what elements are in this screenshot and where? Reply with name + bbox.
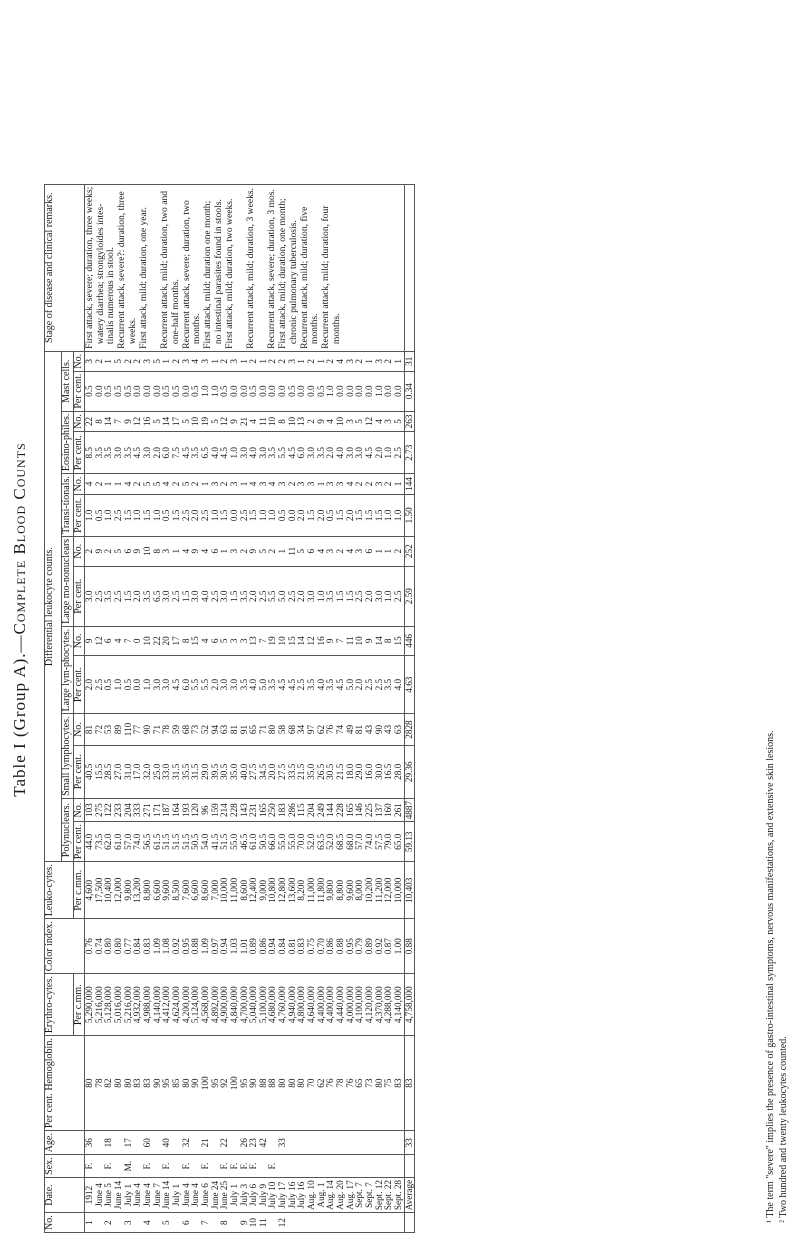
- header-poly-no: No.: [73, 798, 85, 821]
- col-eo-no: 22 8 14 7 9 12 16 5 14 17 5 10 19 5 12 9 21 4 11 10 8 10 13 2 9 4 10 3 5 12 4 3 5: [85, 411, 405, 432]
- average-eo-no: 263: [404, 411, 415, 432]
- header-hemoglobin: Per cent. Hemoglobin.: [45, 1036, 85, 1131]
- col-no: 1 2 3 4 5 6 7 8 9 10 11 12: [85, 1213, 405, 1233]
- header-small-lymphocytes: Small lymphocytes.: [62, 714, 74, 798]
- header-age: Age.: [45, 1131, 85, 1155]
- header-tr-no: No.: [73, 474, 85, 495]
- average-no: [404, 1213, 415, 1233]
- col-poly-no: 103 275 122 233 204 333 271 171 187 164 193 120 96 159 214 228 143 231 165 250 183 286 115 204 249 144 228 165 146 225 137 160 261: [85, 798, 405, 821]
- average-label: Average: [404, 1177, 415, 1212]
- header-mast-cells: Mast cells.: [62, 351, 74, 411]
- blood-count-table: [44, 184, 415, 1233]
- header-transitionals: Transi-tionals.: [62, 474, 74, 537]
- header-stage: Stage of disease and clinical remarks.: [45, 184, 85, 351]
- header-differential: Differential leukocyte counts.: [45, 351, 62, 861]
- header-eo-no: No.: [73, 411, 85, 432]
- header-mast-no: No.: [73, 351, 85, 371]
- header-eo-pct: Per cent.: [73, 432, 85, 474]
- col-color-index: 0.76 0.74 0.80 0.80 0.77 0.84 0.83 1.09 1.08 0.92 0.95 0.88 1.09 0.97 0.94 1.03 1.01 0.89 0.86 0.94 0.84 0.81 0.83 0.75 0.70 0.86 0.88 0.95 0.79 0.89 0.92 0.87 1.00: [85, 919, 405, 974]
- average-color-index: 0.88: [404, 919, 415, 974]
- header-lm-pct: Per cent.: [73, 566, 85, 626]
- col-small-pct: 40.5 15.5 28.5 27.0 31.0 17.0 32.0 25.0 33.0 31.5 35.5 31.5 29.0 39.5 30.5 35.0 40.0 27.5 34.5 20.0 27.5 33.5 21.5 35.0 26.5 30.5 21.5 18.0 29.0 16.0 30.0 16.5 28.0: [85, 745, 405, 798]
- header-ll-no: No.: [73, 626, 85, 655]
- header-eosinophiles: Eosino-philes.: [62, 411, 74, 474]
- header-ery-sub: Per c.mm.: [73, 974, 85, 1036]
- col-poly-pct: 44.0 73.5 62.0 61.0 57.0 74.0 56.5 61.5 51.5 51.5 51.5 50.5 54.0 41.5 51.5 55.0 46.5 61.0 50.5 66.0 55.0 55.0 70.0 52.0 63.5 52.0 68.5 68.0 57.0 74.0 57.5 79.0 65.0: [85, 822, 405, 862]
- average-hemoglobin: 83: [404, 1036, 415, 1131]
- header-mast-pct: Per cent.: [73, 371, 85, 411]
- header-tr-pct: Per cent.: [73, 494, 85, 536]
- header-date: Date.: [45, 1177, 85, 1212]
- header-small-pct: Per cent.: [73, 745, 85, 798]
- average-small-no: 2828: [404, 714, 415, 745]
- header-lm-no: No.: [73, 536, 85, 566]
- average-ll-pct: 4.63: [404, 655, 415, 714]
- col-stage: First attack, severe; duration, three weeks; watery diarrhea; strongyloides intes- tinalis numerous in stool. Recurrent attack, severe?: duration, three weeks. First attack, mild; duration, one year. Recurrent attack, mild; duration, two and one-half months. Recurrent attack, severe; duration, two months. First attack, mild; duration one month; no intestinal parasites found in stools. First attack, mild; duration, two weeks. Recurrent attack, mild; duration, 3 weeks. Recurrent attack, severe; duration, 3 mos. First attack, mild; duration, one month; chronic pulmonary tuberculosis. Recurrent attack, mild; duration, five months. Recurrent attack, mild; duration, four months.: [85, 184, 405, 351]
- col-ll-pct: 2.0 2.5 0.5 1.0 0.5 0.0 1.0 3.0 3.0 4.5 6.0 5.5 5.5 2.0 3.0 3.0 3.5 4.0 5.0 3.5 4.5 4.5 2.5 3.5 4.0 3.5 4.5 5.0 2.0 2.5 2.5 3.5 4.0: [85, 655, 405, 714]
- average-mast-no: 31: [404, 351, 415, 371]
- average-poly-no: 4887: [404, 798, 415, 821]
- table-row: [85, 184, 405, 1232]
- col-tr-no: 4 2 1 1 4 2 5 5 4 2 5 2 1 3 2 3 1 4 3 4 3 2 3 3 1 3 3 4 2 2 3 2 1: [85, 474, 405, 495]
- header-ll-pct: Per cent.: [73, 655, 85, 714]
- average-lm-pct: 2.59: [404, 566, 415, 626]
- col-age: 36 18 17 60 40 32 21 22 26 23 42 33: [85, 1131, 405, 1155]
- header-leuko-sub: Per c.mm.: [73, 862, 85, 919]
- col-hemoglobin: 80 78 82 80 80 83 83 90 95 85 80 90 100 95 92 100 95 90 88 88 80 80 80 70 62 76 78 76 65 73 80 75 83: [85, 1036, 405, 1131]
- col-lm-no: 2 9 2 5 6 9 10 8 3 1 4 9 4 6 1 3 2 9 5 2 1 11 5 6 4 3 2 4 3 6 1 1 2: [85, 536, 405, 566]
- col-lm-pct: 3.0 2.5 3.5 2.5 1.5 2.0 3.5 6.5 3.0 2.5 1.5 3.0 4.0 2.5 3.0 1.5 3.5 2.0 2.5 5.5 5.0 2.5 2.0 3.0 1.0 3.5 1.5 1.5 2.5 2.0 3.0 1.0 2.5: [85, 566, 405, 626]
- header-large-lymphocytes: Large lym-phocytes.: [62, 626, 74, 714]
- average-lm-no: 252: [404, 536, 415, 566]
- header-polynuclears: Polynuclears.: [62, 798, 74, 861]
- average-mast-pct: 0.34: [404, 371, 415, 411]
- average-row: [404, 184, 415, 1232]
- average-age: 33: [404, 1131, 415, 1155]
- title-prefix: Table I (Group A).—: [10, 634, 29, 797]
- average-eo-pct: 2.73: [404, 432, 415, 474]
- average-erythrocytes: 4,758,000: [404, 974, 415, 1036]
- average-tr-no: 144: [404, 474, 415, 495]
- footnote-2: ² Two hundred and twenty leukocytes counted.: [778, 1036, 789, 1223]
- header-leukocytes: Leuko-cytes.: [45, 862, 74, 919]
- footnote-1: ¹ The term "severe" implies the presence of gastro-intestinal symptoms, nervous manifestations, and extensive skin lesions.: [765, 730, 776, 1223]
- average-stage: [404, 184, 415, 351]
- col-mast-pct: 0.5 0.0 0.5 0.5 0.5 0.0 0.0 0.0 0.5 0.5 0.0 0.5 1.0 1.0 0.5 0.0 0.0 0.5 0.0 0.0 0.0 0.5 0.0 0.0 0.5 1.0 0.0 0.0 0.0 0.0 1.0 0.0 0.0: [85, 371, 405, 411]
- header-erythrocytes: Erythro-cytes.: [45, 974, 74, 1036]
- header-no: No.: [45, 1213, 85, 1233]
- col-eo-pct: 8.5 3.5 3.5 3.0 3.5 4.5 3.0 2.0 6.0 7.5 4.5 3.5 6.5 4.0 4.5 1.0 3.0 4.0 3.0 3.5 5.5 4.5 6.0 3.0 3.5 2.0 4.0 3.0 3.0 4.5 2.0 1.0 2.5: [85, 432, 405, 474]
- col-small-no: 81 72 53 89 110 77 90 71 78 59 68 73 52 94 63 81 91 65 71 80 58 68 34 97 62 76 74 49 81 43 90 43 63: [85, 714, 405, 745]
- col-erythrocytes: 5,290,000 5,216,000 5,128,000 5,016,000 5,216,000 4,932,000 4,988,000 4,140,000 4,412,000 4,624,000 4,200,000 5,124,000 4,568,000 4,892,000 4,900,000 4,840,000 4,700,000 5,040,000 5,100,000 4,680,000 4,760,000 4,940,000 4,800,000 4,640,000 4,400,000 4,400,000 4,440,000 4,000,000 4,100,000 4,120,000 4,370,000 4,288,000 4,140,000: [85, 974, 405, 1036]
- header-poly-pct: Per cent.: [73, 822, 85, 862]
- footnotes: [764, 730, 790, 1223]
- col-leukocytes: 4,600 17,500 10,400 12,000 9,800 13,200 8,800 6,600 9,600 8,500 7,600 6,600 8,600 7,000 10,000 11,000 8,600 12,400 9,000 10,800 12,800 13,600 8,200 11,000 11,800 9,800 8,800 9,600 8,000 10,200 11,200 12,000 10,000: [85, 862, 405, 919]
- average-tr-pct: 1.50: [404, 494, 415, 536]
- header-color-index: Color index.: [45, 919, 85, 974]
- average-sex: [404, 1155, 415, 1178]
- header-large-mononuclears: Large mo-nonuclears: [62, 536, 74, 626]
- col-tr-pct: 1.0 0.5 1.0 2.5 1.5 1.0 1.5 1.0 0.5 1.5 2.5 2.0 2.5 1.0 1.5 0.0 2.5 1.5 1.0 1.0 0.5 0.0 2.0 1.5 2.0 0.5 1.5 2.0 1.5 1.5 1.5 1.0 1.0: [85, 494, 405, 536]
- average-small-pct: 29.36: [404, 745, 415, 798]
- header-small-no: No.: [73, 714, 85, 745]
- col-date: 1912 June 4 June 5 June 14 July 1 June 4 June 4 June 7 June 14 July 1 June 4 June 4 June 6 June 24 June 25 July 1 July 3 July 6 July 9 July 10 July 17 July 16 July 16 Aug. 10 Aug. 1 Aug. 14 Aug. 20 Aug. 17 Sept. 7 Sept. 7 Sept. 12 Sept. 22 Sept. 28: [85, 1177, 405, 1212]
- average-poly-pct: 59.13: [404, 822, 415, 862]
- table-title: [10, 0, 30, 1239]
- col-sex: F. F. M. F. F. F. F. F. F. F. F. F.: [85, 1155, 405, 1178]
- average-ll-no: 446: [404, 626, 415, 655]
- header-sex: Sex.: [45, 1155, 85, 1178]
- col-mast-no: 3 2 1 5 2 2 3 5 1 2 3 4 3 1 2 3 1 2 1 2 2 3 1 2 1 2 4 3 2 1 3 2 1: [85, 351, 405, 371]
- average-leukocytes: 10,403: [404, 862, 415, 919]
- title-name: Complete Blood Counts: [10, 442, 29, 635]
- col-ll-no: 9 12 6 4 7 0 10 22 20 17 8 15 4 6 5 3 3 13 7 19 10 15 14 12 16 9 7 11 10 9 14 8 15: [85, 626, 405, 655]
